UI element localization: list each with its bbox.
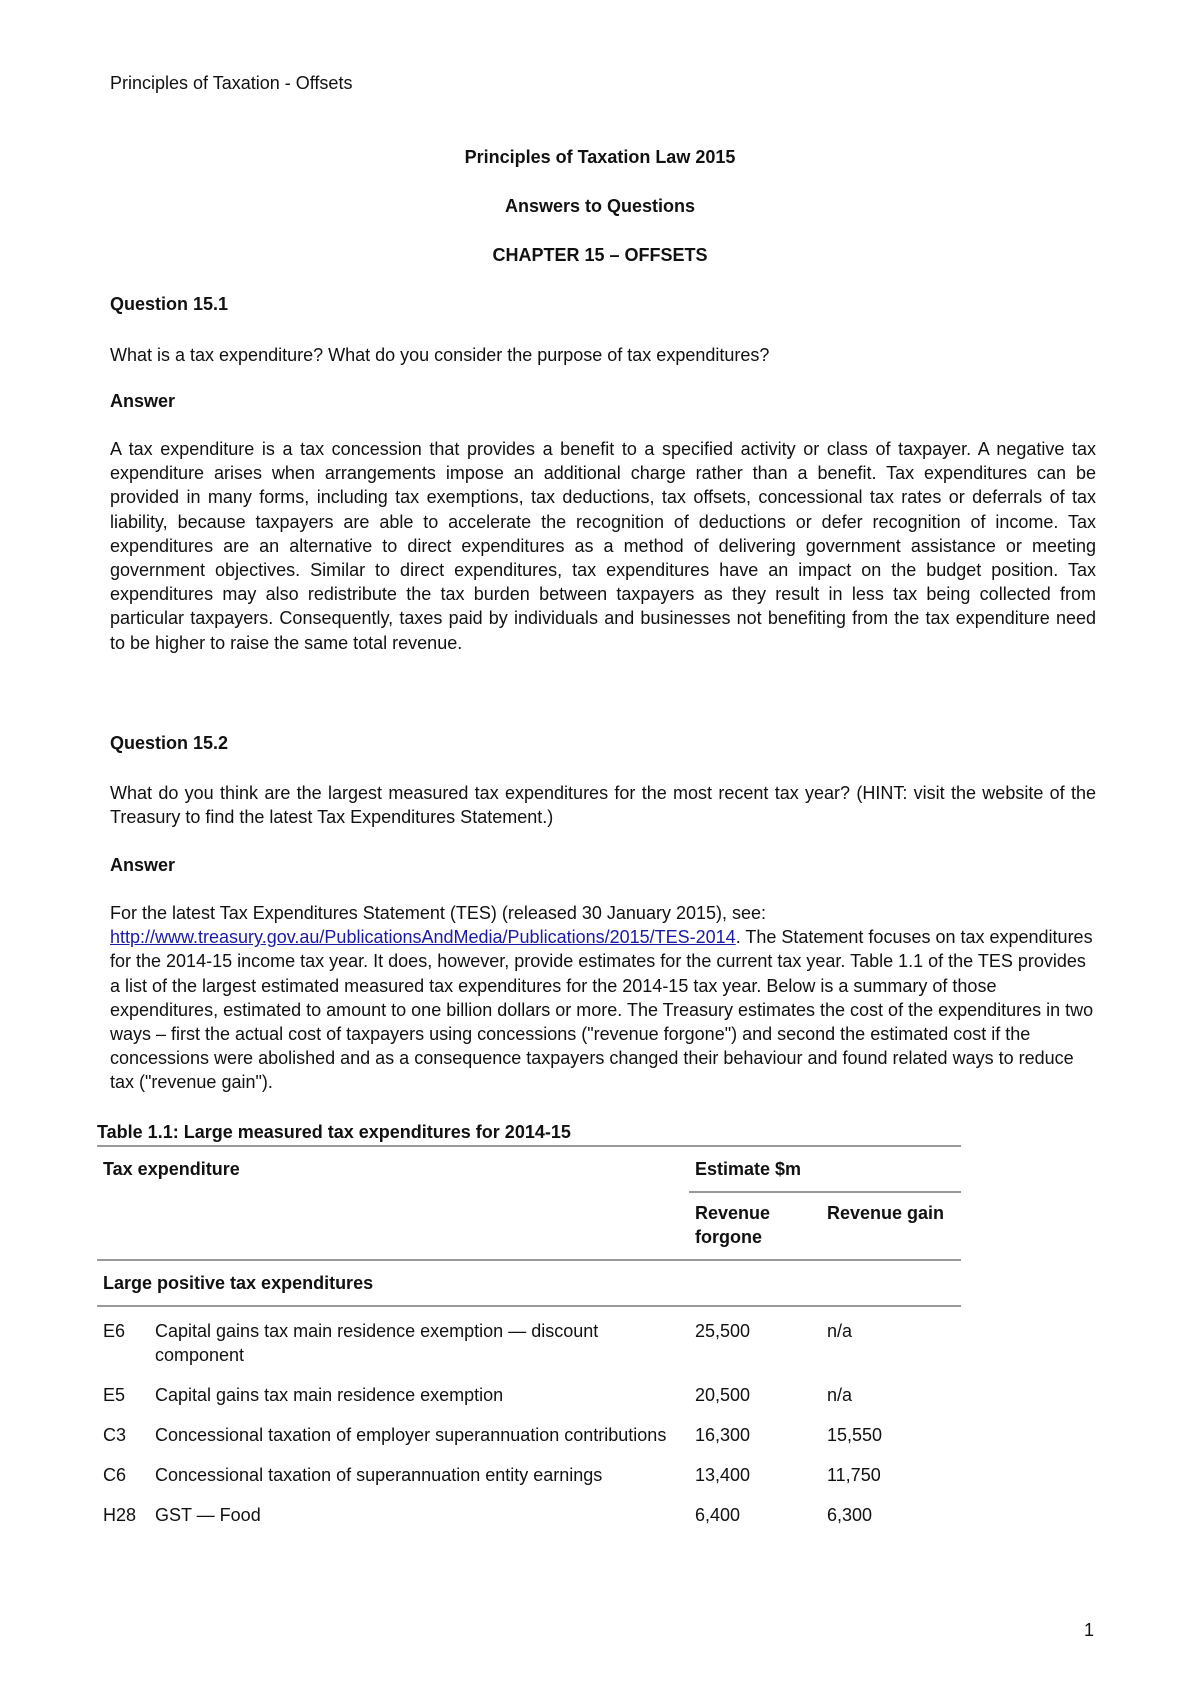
tax-expenditure-table <box>97 1145 961 1527</box>
header-tax-expenditure: Tax expenditure <box>97 1146 689 1192</box>
row-code: E6 <box>103 1321 126 1341</box>
row-revenue-gain: 15,550 <box>827 1425 883 1445</box>
question-15-1-heading: Question 15.1 <box>110 294 229 314</box>
row-code: C3 <box>103 1425 127 1445</box>
table-row <box>97 1447 961 1487</box>
document-subtitle: Answers to Questions <box>504 196 696 216</box>
header-revenue-gain: Revenue gain <box>821 1192 961 1260</box>
table-row <box>97 1407 961 1447</box>
table-row <box>97 1306 961 1367</box>
header-revenue-forgone: Revenue forgone <box>689 1192 821 1260</box>
table-section-row <box>97 1260 961 1306</box>
row-revenue-forgone: 16,300 <box>695 1425 751 1445</box>
question-15-2-heading: Question 15.2 <box>110 733 229 753</box>
row-revenue-gain: 6,300 <box>827 1505 873 1525</box>
answer-15-2-rest: . The Statement focuses on tax expenditures for the 2014-15 income tax year. It does, however, provide estimates for the current tax year. Table 1.1 of the TES provides a list of the largest estimated measured tax expenditures for the 2014-15 tax year. Below is a summary of those expenditures, estimated to amount to one billion dollars or more. The Treasury estimates the cost of the expenditures in two ways – first the actual cost of taxpayers using concessions ("revenue forgone") and second the estimated cost if the concessions were abolished and as a consequence taxpayers changed their behaviour and found related ways to reduce tax ("revenue gain"). <box>110 927 1094 1093</box>
treasury-tes-link[interactable]: http://www.treasury.gov.au/PublicationsAndMedia/Publications/2015/TES-2014 <box>110 927 736 948</box>
answer-15-2-heading: Answer <box>110 855 176 875</box>
table-header-row <box>97 1146 961 1192</box>
row-description: GST — Food <box>155 1505 261 1525</box>
chapter-title: CHAPTER 15 – OFFSETS <box>492 245 708 265</box>
header-estimate: Estimate $m <box>689 1146 961 1192</box>
answer-15-2-text <box>110 901 1096 1095</box>
row-description: Capital gains tax main residence exemption — discount component <box>155 1321 599 1365</box>
row-description: Concessional taxation of superannuation entity earnings <box>155 1465 603 1485</box>
question-15-1-text: What is a tax expenditure? What do you consider the purpose of tax expenditures? <box>110 345 770 365</box>
row-revenue-gain: n/a <box>827 1385 853 1405</box>
answer-15-1-heading: Answer <box>110 391 176 411</box>
row-code: E5 <box>103 1385 126 1405</box>
running-header: Principles of Taxation - Offsets <box>110 73 353 93</box>
header-blank <box>97 1192 689 1260</box>
row-revenue-forgone: 6,400 <box>695 1505 741 1525</box>
section-heading: Large positive tax expenditures <box>97 1260 961 1306</box>
row-code: C6 <box>103 1465 127 1485</box>
document-title: Principles of Taxation Law 2015 <box>464 147 736 167</box>
row-revenue-forgone: 25,500 <box>695 1321 751 1341</box>
row-revenue-gain: 11,750 <box>827 1465 881 1485</box>
answer-15-1-text: A tax expenditure is a tax concession that provides a benefit to a specified activity or class of taxpayer. A negative tax expenditure arises when arrangements impose an additional charge rather than a benefit. Tax expenditures can be provided in many forms, including tax exemptions, tax deductions, tax offsets, concessional tax rates or deferrals of tax liability, because taxpayers are able to accelerate the recognition of deductions or defer recognition of income. Tax expenditures are an alternative to direct expenditures as a method of delivering government assistance or meeting government objectives. Similar to direct expenditures, tax expenditures have an impact on the budget position. Tax expenditures may also redistribute the tax burden between taxpayers as they result in less tax being collected from particular taxpayers. Consequently, taxes paid by individuals and businesses not benefiting from the tax expenditure need to be higher to raise the same total revenue. <box>110 439 1096 653</box>
question-15-2-text: What do you think are the largest measured tax expenditures for the most recent tax year? (HINT: visit the website of the Treasury to find the latest Tax Expenditures Statement.) <box>110 783 1096 828</box>
table-subheader-row <box>97 1192 961 1260</box>
page-number: 1 <box>1084 1620 1095 1640</box>
table-row <box>97 1367 961 1407</box>
answer-15-2-intro: For the latest Tax Expenditures Statement (TES) (released 30 January 2015), see: <box>110 903 767 923</box>
row-description: Concessional taxation of employer superannuation contributions <box>155 1425 667 1445</box>
row-description: Capital gains tax main residence exemption <box>155 1385 504 1405</box>
row-code: H28 <box>103 1505 137 1525</box>
table-row <box>97 1487 961 1527</box>
row-revenue-forgone: 20,500 <box>695 1385 751 1405</box>
row-revenue-forgone: 13,400 <box>695 1465 751 1485</box>
row-revenue-gain: n/a <box>827 1321 853 1341</box>
table-caption: Table 1.1: Large measured tax expenditures for 2014-15 <box>97 1122 571 1142</box>
